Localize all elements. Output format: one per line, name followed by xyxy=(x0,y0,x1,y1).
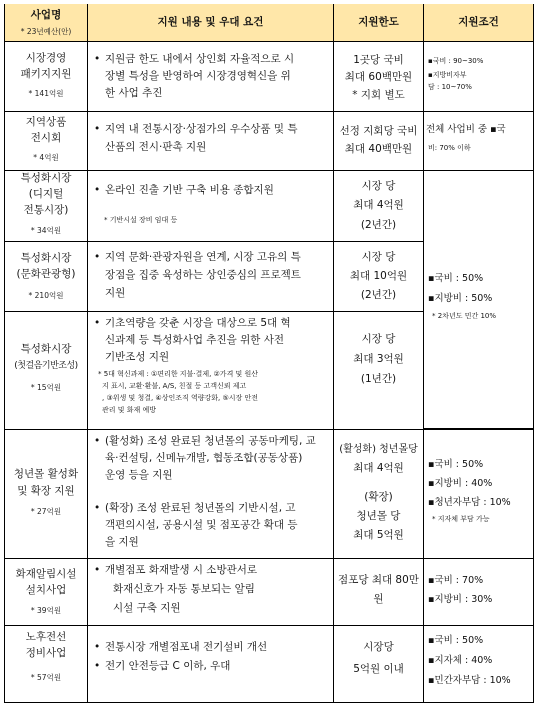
table-row xyxy=(4,430,534,559)
program-name: (문화관광형) xyxy=(16,268,76,280)
program-name: 특성화시장 xyxy=(20,343,72,355)
program-budget: * 141억원 xyxy=(28,89,64,98)
condition-line: ▪국비 : 70% xyxy=(428,575,484,586)
program-name: 설치사업 xyxy=(25,584,67,596)
limit-line: 5억원 이내 xyxy=(353,663,404,675)
limit-line: 최대 4억원 xyxy=(353,199,404,211)
condition-line: ▪청년자부담 : 10% xyxy=(428,497,511,508)
header-budget-note: * 23년예산(안) xyxy=(20,27,72,36)
limit-line: 시장 당 xyxy=(361,251,396,263)
program-budget: * 57억원 xyxy=(30,673,62,682)
limit-line: 시장당 xyxy=(363,641,394,653)
condition-line: ▪국비 : 50% xyxy=(428,635,484,646)
program-name: 전시회 xyxy=(30,132,62,144)
table-row xyxy=(4,112,534,171)
content-line: • 지역 내 전통시장·상점가의 우수상품 및 특 xyxy=(93,121,329,138)
limit-line: 청년몰 당 xyxy=(356,510,401,522)
limit-line: (1년간) xyxy=(360,373,397,385)
program-budget: * 27억원 xyxy=(30,507,62,516)
table-row xyxy=(4,559,534,626)
condition-line: ▪지방비 : 40% xyxy=(428,478,493,489)
limit-line: (확장) xyxy=(364,491,393,503)
limit-line: 점포당 최대 80만 xyxy=(338,574,419,586)
content-line: 시설 구축 지원 xyxy=(113,602,181,614)
content-line: • 개별점포 화재발생 시 소방관서로 xyxy=(93,562,329,579)
limit-note: * 지회 별도 xyxy=(352,89,405,101)
limit-line: 최대 40백만원 xyxy=(344,143,413,155)
program-name: 노후전선 xyxy=(25,631,67,643)
limit-line: 최대 10억원 xyxy=(349,270,408,282)
program-name: 및 확장 지원 xyxy=(17,485,75,497)
condition-note: * 지자체 부담 가능 xyxy=(432,515,490,523)
condition-note: * 2차년도 민간 10% xyxy=(432,312,496,320)
program-name: 지역상품 xyxy=(25,116,67,128)
condition-line: 비: 70% 이하 xyxy=(428,144,471,152)
content-line: 육·컨설팅, 신메뉴개발, 협동조합(공동상품) xyxy=(105,452,303,464)
content-line: 기반조성 지원 xyxy=(105,351,170,363)
content-line: • 온라인 진출 기반 구축 비용 종합지원 xyxy=(93,182,329,199)
content-note: * 기반시설 장비 임대 등 xyxy=(104,216,178,224)
header-limit: 지원한도 xyxy=(358,16,399,28)
content-line: 운영 등을 지원 xyxy=(105,469,173,481)
limit-line: 최대 5억원 xyxy=(353,529,404,541)
content-line: 신과제 등 특성화사업 추진을 위한 사전 xyxy=(105,334,284,346)
limit-line: 최대 4억원 xyxy=(353,462,404,474)
content-line: 산품의 전시·판촉 지원 xyxy=(105,141,207,153)
program-budget: * 15억원 xyxy=(30,383,62,392)
program-budget: * 4억원 xyxy=(33,153,59,162)
content-note: , ③위생 및 청결, ④상인조직 역량강화, ⑤시장 안전 xyxy=(102,394,259,402)
header-content: 지원 내용 및 우대 요건 xyxy=(157,16,264,28)
header-name: 사업명 xyxy=(30,9,62,21)
program-name: (디지털 xyxy=(28,188,64,200)
content-line: 장별 특성을 반영하여 시장경영혁신을 위 xyxy=(105,70,291,82)
content-note: 관리 및 화재 예방 xyxy=(102,406,157,414)
content-line: 장점을 집중 육성하는 상인중심의 프로젝트 xyxy=(105,269,301,281)
condition-line: ▪지방비 : 50% xyxy=(428,293,493,304)
condition-line: ▪국비 : 50% xyxy=(428,459,484,470)
program-name: 시장경영 xyxy=(25,52,67,64)
content-line: • (활성화) 조성 완료된 청년몰의 공동마케팅, 교 xyxy=(93,433,329,450)
header-condition: 지원조건 xyxy=(458,16,499,28)
content-note: 지 표시, 교환·환불, A/S, 친절 등 고객신뢰 제고 xyxy=(102,382,247,390)
condition-line: ▪국비 : 90~30% xyxy=(428,57,484,65)
condition-line: ▪지방비자부 xyxy=(428,71,467,79)
condition-line: 담 : 10~70% xyxy=(428,83,472,91)
program-budget: * 210억원 xyxy=(28,291,64,300)
content-line: 객편의시설, 공용시설 및 점포공간 확대 등 xyxy=(105,519,298,531)
header-name-cell xyxy=(4,4,88,41)
content-line: • 지역 문화·관광자원을 연계, 시장 고유의 특 xyxy=(93,249,329,266)
program-budget: * 34억원 xyxy=(30,226,62,235)
content-line: • 전통시장 개별점포내 전기설비 개선 xyxy=(93,639,329,656)
content-line: • (확장) 조성 완료된 청년몰의 기반시설, 고 xyxy=(93,500,329,517)
limit-line: 원 xyxy=(373,593,384,605)
condition-line: ▪지방비 : 30% xyxy=(428,594,493,605)
limit-line: (2년간) xyxy=(360,289,397,301)
table-row xyxy=(4,42,534,112)
limit-line: 최대 3억원 xyxy=(353,353,404,365)
header-content-cell xyxy=(88,4,334,41)
limit-line: (2년간) xyxy=(360,219,397,231)
condition-line: ▪지자체 : 40% xyxy=(428,655,493,666)
header-condition-cell xyxy=(424,4,534,41)
content-note: * 5대 혁신과제 : ①편리한 지불·결제, ②가격 및 원산 xyxy=(98,370,259,378)
limit-line: 1곳당 국비 xyxy=(353,54,404,66)
program-name: 전통시장) xyxy=(23,204,69,216)
program-name: (첫걸음기반조성) xyxy=(14,361,78,371)
content-line: 한 사업 추진 xyxy=(105,87,163,99)
program-name: 청년몰 활성화 xyxy=(13,468,79,480)
program-name: 특성화시장 xyxy=(20,172,72,184)
table-row xyxy=(4,626,534,703)
condition-line: ▪국비 : 50% xyxy=(428,273,484,284)
content-line: 지원 xyxy=(105,287,126,299)
merged-condition-cell xyxy=(424,171,534,429)
limit-line: (활성화) 청년몰당 xyxy=(339,444,418,455)
program-name: 특성화시장 xyxy=(20,252,72,264)
condition-line: ▪민간자부담 : 10% xyxy=(428,675,511,686)
limit-line: 선정 지회당 국비 xyxy=(339,125,418,137)
program-budget: * 39억원 xyxy=(30,606,62,615)
condition-line: 전체 사업비 중 ▪국 xyxy=(426,124,506,135)
limit-line: 시장 당 xyxy=(361,333,396,345)
program-name: 패키지지원 xyxy=(20,68,72,80)
content-line: • 기초역량을 갖춘 시장을 대상으로 5대 혁 xyxy=(93,315,329,332)
program-name: 정비사업 xyxy=(25,647,67,659)
program-name: 화재알림시설 xyxy=(15,568,77,580)
table-header xyxy=(4,4,534,42)
content-line: 을 지원 xyxy=(105,536,139,548)
content-line: • 전기 안전등급 C 이하, 우대 xyxy=(93,658,329,675)
content-line: • 지원금 한도 내에서 상인회 자율적으로 시 xyxy=(93,51,329,68)
limit-line: 최대 60백만원 xyxy=(344,71,413,83)
content-line: 화재신호가 자동 통보되는 알림 xyxy=(113,583,255,595)
header-limit-cell xyxy=(334,4,424,41)
limit-line: 시장 당 xyxy=(361,180,396,192)
